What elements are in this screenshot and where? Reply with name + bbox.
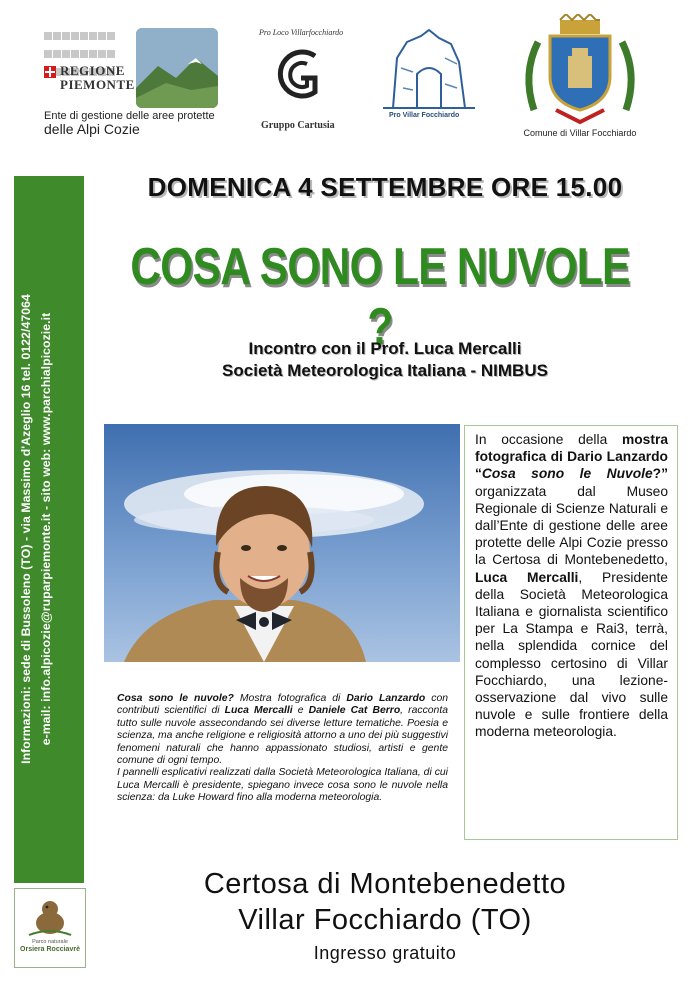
caption-text-1: Mostra fotografica di <box>233 693 347 704</box>
regione-name <box>60 64 135 92</box>
subtitle-line2: Società Meteorologica Italiana - NIMBUS <box>222 361 548 380</box>
contact-info <box>16 184 82 874</box>
subtitle-line1: Incontro con il Prof. Luca Mercalli <box>248 339 522 358</box>
parco-orsiera-logo <box>14 888 86 968</box>
caption-author: Dario Lanzardo <box>346 693 426 704</box>
desc-quote-close: ?” <box>652 466 668 482</box>
regione-name-line2: PIEMONTE <box>60 77 135 92</box>
desc-exhibit-title: Cosa sono le Nuvole <box>481 466 653 482</box>
desc-quote-open: “ <box>475 466 482 482</box>
gg-monogram-icon <box>267 42 335 110</box>
desc-part3: , Presidente della Società Meteorologica Italiana e giornalista scientifico per La Stampa e Rai3, terrà, nella splendida cornice del complesso certosino di Villar Focchiardo, una lezione-osservazione dal vivo sulle nuvole e sulle frontiere della moderna meteorologia. <box>475 569 668 740</box>
caption-contrib-2: Daniele Cat Berro <box>308 705 401 717</box>
pro-villar-caption: Pro Villar Focchiardo <box>389 112 460 119</box>
cartusia-top-text: Pro Loco Villarfocchiardo <box>259 28 344 37</box>
regione-caption <box>44 110 215 136</box>
caption-text-2: con contributi scientifici di <box>117 693 448 717</box>
desc-part1: In occasione della <box>475 432 608 447</box>
event-date: DOMENICA 4 SETTEMBRE ORE 15.00 <box>147 172 623 202</box>
event-description-box <box>464 425 678 840</box>
mountain-icon <box>136 28 218 108</box>
parco-caption-line2: Orsiera Rocciavrè <box>20 946 80 953</box>
caption-text-5: I pannelli esplicativi realizzati dalla Società Meteorologica Italiana, di cui Luca Mercalli è presidente, spiegano invece cosa sono le nuvole nella scienza: da Luke Howard fino alla moderna meteorologia. <box>117 767 448 804</box>
regione-name-line1: REGIONE <box>60 63 125 78</box>
venue-line1: Certosa di Montebenedetto <box>203 868 567 900</box>
regione-caption-line2: delle Alpi Cozie <box>44 121 140 137</box>
contact-info-line2: e-mail: info.alpicozie@ruparpiemonte.it - sito web: www.parchialpicozie.it <box>39 312 53 746</box>
contact-info-line1: Informazioni: sede di Bussoleno (TO) - via Massimo d'Azeglio 16 tel. 0122/47064 <box>19 294 33 764</box>
venue-line2: Villar Focchiardo (TO) <box>238 904 532 936</box>
comune-logo <box>510 14 650 144</box>
tower-ruin-icon <box>373 28 485 112</box>
coat-of-arms-icon <box>516 14 644 126</box>
parco-caption-line1: Parco naturale <box>32 939 68 945</box>
caption-text-4: , racconta tutto sulle nuvole assecondando sei diverse letture tematiche. Poesia e scienza, ma anche religione e religiosità attorno a uno dei più suggestivi fenomeni naturali che hanno appassionato studiosi, artisti e gente comune di ogni tempo. <box>117 705 448 767</box>
cross-icon <box>44 66 56 78</box>
cartusia-bottom-text: Gruppo Cartusia <box>261 120 335 131</box>
event-title: COSA SONO LE NUVOLE ? <box>130 238 630 356</box>
exhibit-caption <box>117 693 448 805</box>
entry-note: Ingresso gratuito <box>313 943 457 963</box>
caption-contrib-1: Luca Mercalli <box>224 705 293 717</box>
desc-speaker: Luca Mercalli <box>475 569 579 585</box>
caption-text-3: e <box>292 705 309 717</box>
venue <box>100 866 670 938</box>
parco-caption <box>15 939 85 954</box>
marmot-icon <box>27 897 73 937</box>
speaker-photo <box>104 424 460 662</box>
gruppo-cartusia-logo <box>253 28 349 134</box>
regione-grid-icon <box>44 28 124 64</box>
event-description <box>475 431 668 741</box>
regione-piemonte-logo <box>44 28 224 143</box>
event-subtitle <box>100 338 670 382</box>
desc-exhibit: mostra fotografica di Dario Lanzardo <box>475 432 668 465</box>
desc-part2: organizzata dal Museo Regionale di Scienze Naturali e dall’Ente di gestione delle aree protette delle Alpi Cozie presso la Certosa di Montebenedetto, <box>475 483 668 568</box>
comune-caption: Comune di Villar Focchiardo <box>523 128 637 138</box>
regione-caption-line1: Ente di gestione delle aree protette <box>44 110 215 122</box>
caption-title: Cosa sono le nuvole? <box>117 693 234 704</box>
pro-villar-logo <box>373 28 485 134</box>
